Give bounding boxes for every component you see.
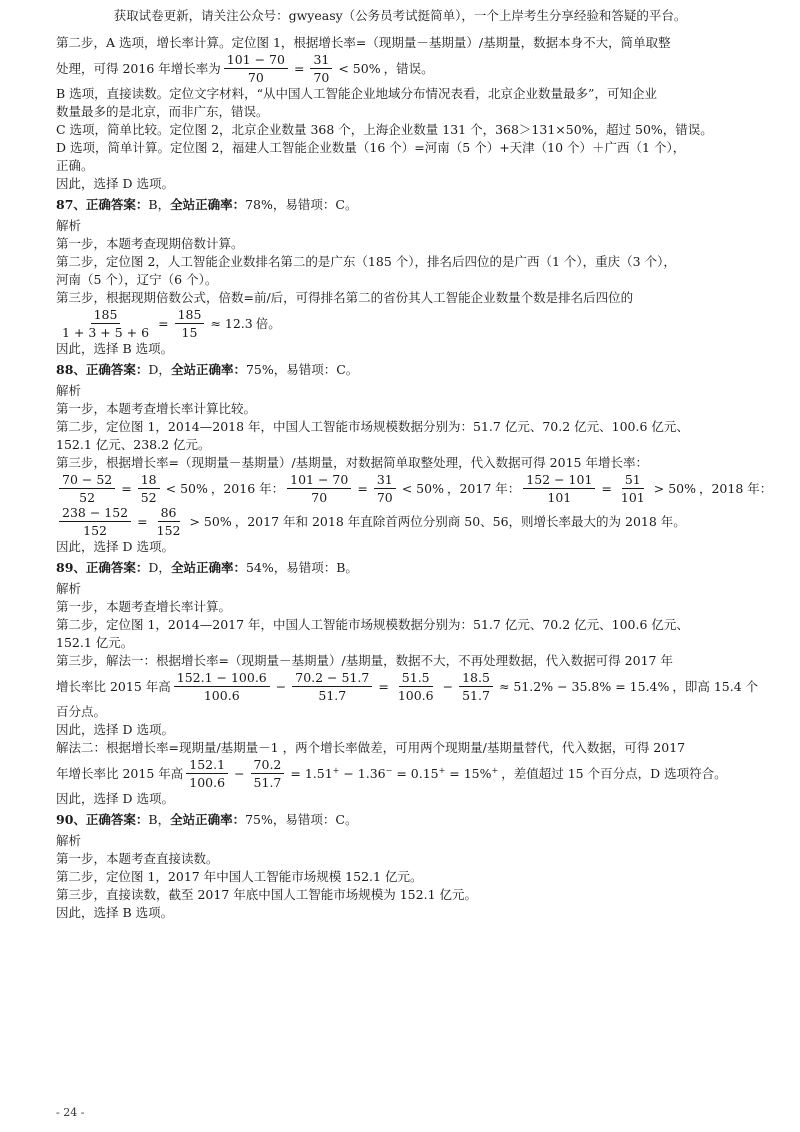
fraction: $\frac{86}{152}$ <box>156 505 181 538</box>
fraction: $\frac{152.1}{100.6}$ <box>186 757 228 790</box>
q86-conclusion: 因此，选择 D 选项。 <box>56 176 174 191</box>
q88-formula-row-2 <box>56 505 756 538</box>
q88-conclusion: 因此，选择 D 选项。 <box>56 539 174 554</box>
q86-line-2 <box>56 52 756 85</box>
page-number: - 24 - <box>56 1106 85 1119</box>
q89-line-3: 152.1 亿元。 <box>56 635 134 650</box>
fraction: $\frac{70 - 52}{52}$ <box>59 472 115 505</box>
fraction: $\frac{238 - 152}{152}$ <box>59 505 131 538</box>
q89-formula-1: $\frac{152.1 - 100.6}{100.6}$ − $\frac{70.2 - 51.7}{51.7}$ = $\frac{51.5}{100.6}$ − $\frac{18.5}{51.7}$ ≈ 51.2% − 35.8% = 15.4% <box>171 670 673 703</box>
fraction: $\frac{152.1 - 100.6}{100.6}$ <box>174 670 270 703</box>
q87-line-1: 第一步，本题考查现期倍数计算。 <box>56 236 244 251</box>
q89-line-5-text: 增长率比 2015 年高 <box>56 678 171 694</box>
q86-line-2-text: 处理，可得 2016 年增长率为 <box>56 60 221 76</box>
q88-formula-2016: $\frac{101 - 70}{70}$ = $\frac{31}{70}$ < 50% <box>284 472 447 505</box>
fraction: $\frac{152 - 101}{101}$ <box>523 472 595 505</box>
q86-line-6: D 选项，简单计算。定位图 2，福建人工智能企业数量（16 个）=河南（5 个）+天津（10 个）＋广西（1 个）， <box>56 140 686 155</box>
q87-line-2: 第二步，定位图 2，人工智能企业数排名第二的是广东（185 个），排名后四位的是广西（1 个），重庆（3 个）， <box>56 254 676 269</box>
q90-conclusion: 因此，选择 B 选项。 <box>56 905 174 920</box>
fraction: $\frac{51.5}{100.6}$ <box>397 670 434 703</box>
q88-formula-2015: $\frac{70 - 52}{52}$ = $\frac{18}{52}$ < 50% <box>56 472 211 505</box>
q88-line-2: 第二步，定位图 1，2014—2018 年，中国人工智能市场规模数据分别为：51.7 亿元、70.2 亿元、100.6 亿元、 <box>56 419 689 434</box>
q90-answer-header: 90、正确答案：B，全站正确率：75%，易错项：C。 <box>56 812 358 827</box>
q88-text-2016: ，2016 年： <box>210 480 285 496</box>
q87-answer-header: 87、正确答案：B，全站正确率：78%，易错项：C。 <box>56 197 358 212</box>
q89-answer-header: 89、正确答案：D，全站正确率：54%，易错项：B。 <box>56 560 358 575</box>
q88-line-4: 第三步，根据增长率=（现期量－基期量）/基期量，对数据简单取整处理，代入数据可得 2015 年增长率： <box>56 455 648 470</box>
page-header: 获取试卷更新，请关注公众号：gwyeasy（公务员考试挺简单），一个上岸考生分享经验和答疑的平台。 <box>113 8 687 23</box>
q89-line-2: 第二步，定位图 1，2014—2017 年，中国人工智能市场规模数据分别为：51.7 亿元、70.2 亿元、100.6 亿元、 <box>56 617 689 632</box>
fraction: $\frac{185}{15}$ <box>175 307 205 340</box>
q88-formula-row-1 <box>56 472 773 505</box>
q88-formula-2018: $\frac{238 - 152}{152}$ = $\frac{86}{152}$ > 50% <box>56 505 235 538</box>
fraction: $\frac{51}{101}$ <box>620 472 645 505</box>
q89-conclusion-2: 因此，选择 D 选项。 <box>56 791 174 806</box>
q89-formula-row-1 <box>56 670 759 703</box>
q89-line-9-text: 年增长率比 2015 年高 <box>56 765 184 781</box>
q86-formula: $\frac{101 - 70}{70}$ = $\frac{31}{70}$ < 50% <box>221 52 384 85</box>
q89-formula-2: $\frac{152.1}{100.6}$ − $\frac{70.2}{51.7}$ = 1.51+ − 1.36− = 0.15+ = 15%+ <box>183 757 501 790</box>
q87-conclusion: 因此，选择 B 选项。 <box>56 341 174 356</box>
fraction: $\frac{185}{1 + 3 + 5 + 6}$ <box>62 307 150 340</box>
q88-text-2017: ，2017 年： <box>446 480 521 496</box>
q88-formula-2017: $\frac{152 - 101}{101}$ = $\frac{51}{101}$ > 50% <box>520 472 699 505</box>
q88-line-1: 第一步，本题考查增长率计算比较。 <box>56 401 257 416</box>
q89-jiexi: 解析 <box>56 581 82 596</box>
q87-jiexi: 解析 <box>56 218 82 233</box>
q89-line-4: 第三步，解法一：根据增长率=（现期量－基期量）/基期量，数据不大，不再处理数据，代入数据可得 2017 年 <box>56 653 673 668</box>
q89-conclusion-1: 因此，选择 D 选项。 <box>56 722 174 737</box>
q86-line-3: B 选项，直接读数。定位文字材料，“从中国人工智能企业地域分布情况表看，北京企业数量最多”，可知企业 <box>56 86 657 101</box>
q87-formula: $\frac{185}{1 + 3 + 5 + 6}$ = $\frac{185}{15}$ ≈ 12.3 <box>56 307 256 340</box>
q87-line-3: 河南（5 个），辽宁（6 个）。 <box>56 272 218 287</box>
q87-line-4: 第三步，根据现期倍数公式，倍数=前/后，可得排名第二的省份其人工智能企业数量个数是排名后四位的 <box>56 290 634 305</box>
q90-jiexi: 解析 <box>56 833 82 848</box>
q86-line-1: 第二步，A 选项，增长率计算。定位图 1，根据增长率=（现期量－基期量）/基期量，数据本身不大，简单取整 <box>56 35 671 50</box>
fraction: $\frac{70.2}{51.7}$ <box>251 757 285 790</box>
fraction: $\frac{31}{70}$ <box>374 472 396 505</box>
q90-line-2: 第二步，定位图 1，2017 年中国人工智能市场规模 152.1 亿元。 <box>56 869 423 884</box>
q89-formula-row-2 <box>56 757 756 790</box>
q88-text-2018: ，2018 年： <box>698 480 773 496</box>
q88-line-3: 152.1 亿元、238.2 亿元。 <box>56 437 211 452</box>
q88-answer-header: 88、正确答案：D，全站正确率：75%，易错项：C。 <box>56 362 359 377</box>
page-content <box>56 34 773 922</box>
q87-formula-row <box>56 307 756 340</box>
q89-line-8: 解法二：根据增长率=现期量/基期量－1 ，两个增长率做差，可用两个现期量/基期量替代，代入数据，可得 2017 <box>56 740 686 755</box>
fraction: $\frac{18}{52}$ <box>138 472 160 505</box>
q88-jiexi: 解析 <box>56 383 82 398</box>
q89-line-6: 百分点。 <box>56 704 107 719</box>
q90-line-3: 第三步，直接读数，截至 2017 年底中国人工智能市场规模为 152.1 亿元。 <box>56 887 477 902</box>
q86-line-5: C 选项，简单比较。定位图 2，北京企业数量 368 个，上海企业数量 131 个，368＞131×50%，超过 50%，错误。 <box>56 122 713 137</box>
fraction: $\frac{101 - 70}{70}$ <box>287 472 351 505</box>
q90-line-1: 第一步，本题考查直接读数。 <box>56 851 219 866</box>
q89-line-9-tail: ，差值超过 15 个百分点，D 选项符合。 <box>501 765 727 781</box>
fraction: $\frac{31}{70}$ <box>310 52 332 85</box>
fraction: $\frac{18.5}{51.7}$ <box>459 670 493 703</box>
q87-formula-tail: 倍。 <box>255 315 281 331</box>
q86-line-2-tail: ，错误。 <box>383 60 434 76</box>
q86-line-7: 正确。 <box>56 158 94 173</box>
q86-line-4: 数量最多的是北京，而非广东，错误。 <box>56 104 269 119</box>
q88-formula-tail: ，2017 年和 2018 年直除首两位分别商 50、56，则增长率最大的为 2018 年。 <box>234 513 686 529</box>
fraction: $\frac{101 - 70}{70}$ <box>224 52 288 85</box>
q89-line-5-tail: ，即高 15.4 个 <box>672 678 759 694</box>
q89-line-1: 第一步，本题考查增长率计算。 <box>56 599 232 614</box>
fraction: $\frac{70.2 - 51.7}{51.7}$ <box>292 670 372 703</box>
